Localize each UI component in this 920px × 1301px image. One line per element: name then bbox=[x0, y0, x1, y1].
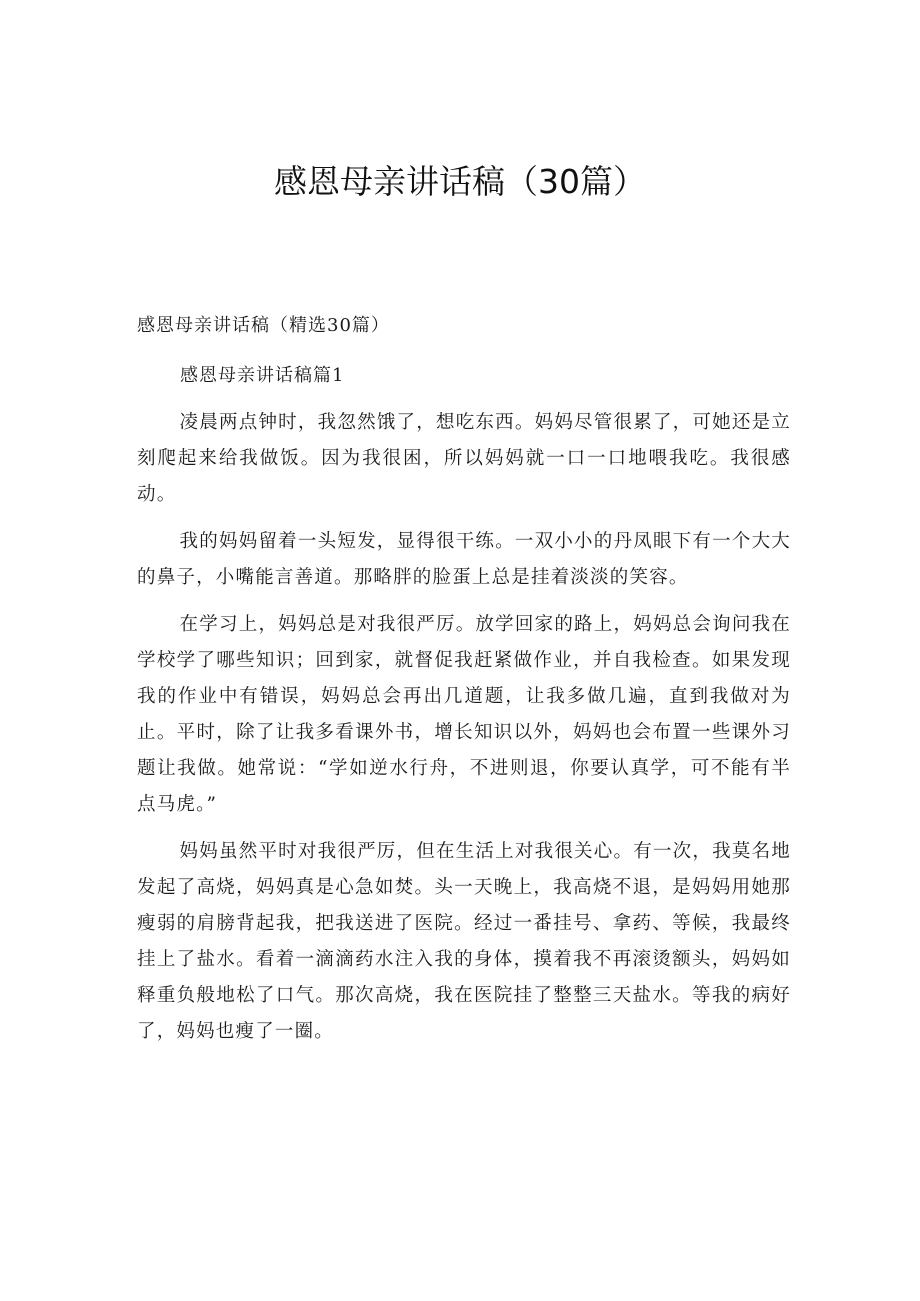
paragraph: 妈妈虽然平时对我很严厉，但在生活上对我很关心。有一次，我莫名地发起了高烧，妈妈真是心急如焚。头一天晚上，我高烧不退，是妈妈用她那瘦弱的肩膀背起我，把我送进了医院。经过一番挂号、拿药、等候，我最终挂上了盐水。看着一滴滴药水注入我的身体，摸着我不再滚烫额头，妈妈如释重负般地松了口气。那次高烧，我在医院挂了整整三天盐水。等我的病好了，妈妈也瘦了一圈。 bbox=[137, 841, 791, 1042]
document-title: 感恩母亲讲话稿（30篇） bbox=[274, 162, 646, 201]
paragraph: 凌晨两点钟时，我忽然饿了，想吃东西。妈妈尽管很累了，可她还是立刻爬起来给我做饭。因为我很困，所以妈妈就一口一口地喂我吃。我很感动。 bbox=[137, 412, 791, 505]
section-heading: 感恩母亲讲话稿篇1 bbox=[180, 365, 345, 386]
paragraph: 我的妈妈留着一头短发，显得很干练。一双小小的丹凤眼下有一个大大的鼻子，小嘴能言善道。那略胖的脸蛋上总是挂着淡淡的笑容。 bbox=[137, 531, 791, 588]
document-subtitle: 感恩母亲讲话稿（精选30篇） bbox=[137, 315, 390, 336]
paragraph: 在学习上，妈妈总是对我很严厉。放学回家的路上，妈妈总会询问我在学校学了哪些知识；回到家，就督促我赶紧做作业，并自我检查。如果发现我的作业中有错误，妈妈总会再出几道题，让我多做几遍，直到我做对为止。平时，除了让我多看课外书，增长知识以外，妈妈也会布置一些课外习题让我做。她常说：“学如逆水行舟，不进则退，你要认真学，可不能有半点马虎。” bbox=[137, 614, 791, 815]
body-text bbox=[137, 405, 791, 1061]
